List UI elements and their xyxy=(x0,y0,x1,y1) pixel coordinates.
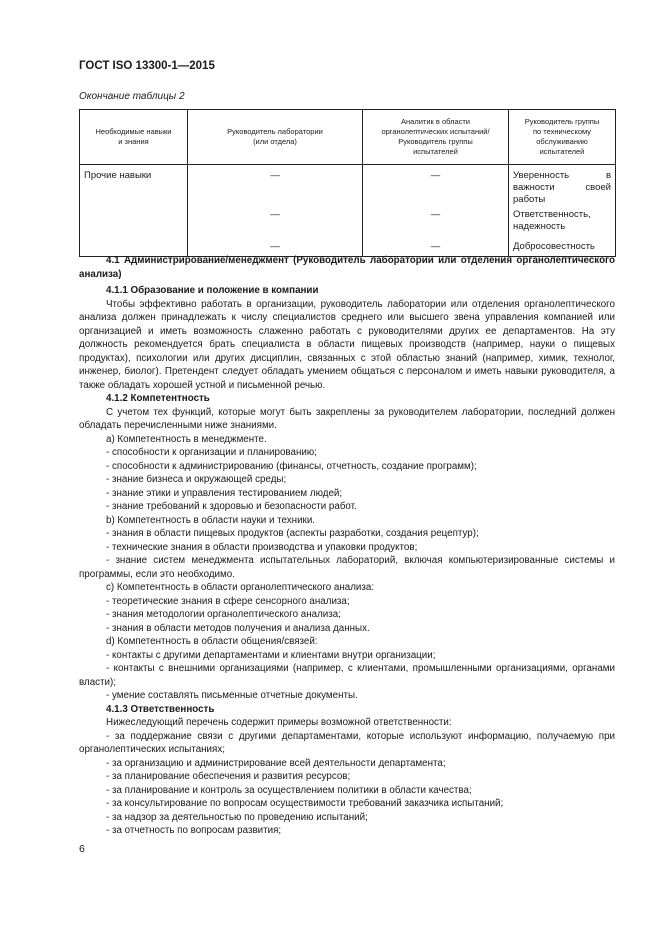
subsection-heading: 4.1.1 Образование и положение в компании xyxy=(106,285,319,296)
table-cell: — xyxy=(363,206,509,238)
list-item: - способности к организации и планированию; xyxy=(106,447,317,458)
table-cell: — xyxy=(363,165,509,207)
table-cell: — xyxy=(188,238,363,257)
page-number: 6 xyxy=(79,843,85,855)
document-header: ГОСТ ISO 13300-1—2015 xyxy=(79,60,215,72)
table-row xyxy=(80,206,616,238)
table-header-cell: Руководитель группы по техническому обслуживанию испытателей xyxy=(509,110,616,165)
table-cell xyxy=(80,206,188,238)
table-cell: Добросовестность xyxy=(509,238,616,257)
list-item: - знания в области пищевых продуктов (аспекты разработки, создания рецептур); xyxy=(106,528,479,539)
subsection-heading: 4.1.2 Компетентность xyxy=(106,393,210,404)
list-item: - за планирование и контроль за осуществлением политики в области качества; xyxy=(106,784,472,796)
list-title: с) Компетентность в области органолептического анализа: xyxy=(106,582,375,593)
list-item: - за отчетность по вопросам развития; xyxy=(106,825,282,836)
table-header-cell: Аналитик в области органолептических испытаний/ Руководитель группы испытателей xyxy=(363,110,509,165)
table-cell: — xyxy=(188,206,363,238)
table-header-cell: Руководитель лаборатории (или отдела) xyxy=(188,110,363,165)
list-item: - контакты с другими департаментами и клиентами внутри организации; xyxy=(106,649,436,661)
section-heading: 4.1 Администрирование/менеджмент (Руководитель лаборатории или отделения органолептического анализа) xyxy=(79,255,615,280)
list-title: b) Компетентность в области науки и техники. xyxy=(106,514,316,526)
table-cell: — xyxy=(188,165,363,207)
list-item: - за планирование обеспечения и развития ресурсов; xyxy=(106,771,351,782)
list-item: - контакты с внешними организациями (например, с клиентами, промышленными организациями, органами власти); xyxy=(79,663,615,688)
table-cell: Ответственность, надежность xyxy=(509,206,616,238)
paragraph: Нижеследующий перечень содержит примеры возможной ответственности: xyxy=(106,717,452,728)
list-item: - умение составлять письменные отчетные документы. xyxy=(106,690,358,701)
paragraph: С учетом тех функций, которые могут быть закреплены за руководителем лаборатории, последний должен обладать перечисленными ниже знаниями. xyxy=(79,406,615,431)
table-header-row xyxy=(80,110,616,165)
skills-table xyxy=(79,109,616,257)
list-item: - знание систем менеджмента испытательных лабораторий, включая компьютеризированные системы и программы, если это необходимо. xyxy=(79,555,615,580)
table-cell: Уверенность в важности своей работы xyxy=(509,165,616,207)
list-item: - знания в области методов получения и анализа данных. xyxy=(106,622,370,634)
list-item: - знание бизнеса и окружающей среды; xyxy=(106,474,287,485)
list-title: d) Компетентность в области общения/связей: xyxy=(106,636,318,647)
subsection-heading: 4.1.3 Ответственность xyxy=(106,703,215,715)
table-caption: Окончание таблицы 2 xyxy=(79,91,185,102)
document-body xyxy=(79,254,615,838)
table-cell: — xyxy=(363,238,509,257)
list-item: - за поддержание связи с другими департаментами, которые используют информацию, получаемую при органолептических испытаниях; xyxy=(79,730,615,755)
list-item: - теоретические знания в сфере сенсорного анализа; xyxy=(106,595,350,607)
list-item: - за консультирование по вопросам осуществимости требований заказчика испытаний; xyxy=(106,798,504,809)
list-title: а) Компетентность в менеджменте. xyxy=(106,433,267,445)
list-item: - технические знания в области производства и упаковки продуктов; xyxy=(106,541,418,553)
list-item: - знание этики и управления тестированием людей; xyxy=(106,487,343,499)
table-header-cell: Необходимые навыки и знания xyxy=(80,110,188,165)
table-row xyxy=(80,165,616,207)
paragraph: Чтобы эффективно работать в организации, руководитель лаборатории или отделения органолептического анализа должен принадлежать к числу специалистов среднего или высшего звена управления компанией или организацией и иметь возможность слаженно работать с руководителями других ее департаментов. На эту должность рекомендуется брать специалиста в области пищевых производств (например, науки о пищевых продуктах), психологии или других дисциплин, связанных с этой областью знаний (например, химик, технолог, инженер, биолог). Претендент следует обладать умением общаться с персоналом и иметь навыки руководителя, а также обладать хорошей устной и письменной речью. xyxy=(79,298,615,391)
list-item: - знание требований к здоровью и безопасности работ. xyxy=(106,501,357,512)
list-item: - за организацию и администрирование всей деятельности департамента; xyxy=(106,757,446,769)
table-cell: Прочие навыки xyxy=(80,165,188,207)
list-item: - знания методологии органолептического анализа; xyxy=(106,609,341,620)
list-item: - способности к администрированию (финансы, отчетность, создание программ); xyxy=(106,460,477,472)
list-item: - за надзор за деятельностью по проведению испытаний; xyxy=(106,811,368,823)
